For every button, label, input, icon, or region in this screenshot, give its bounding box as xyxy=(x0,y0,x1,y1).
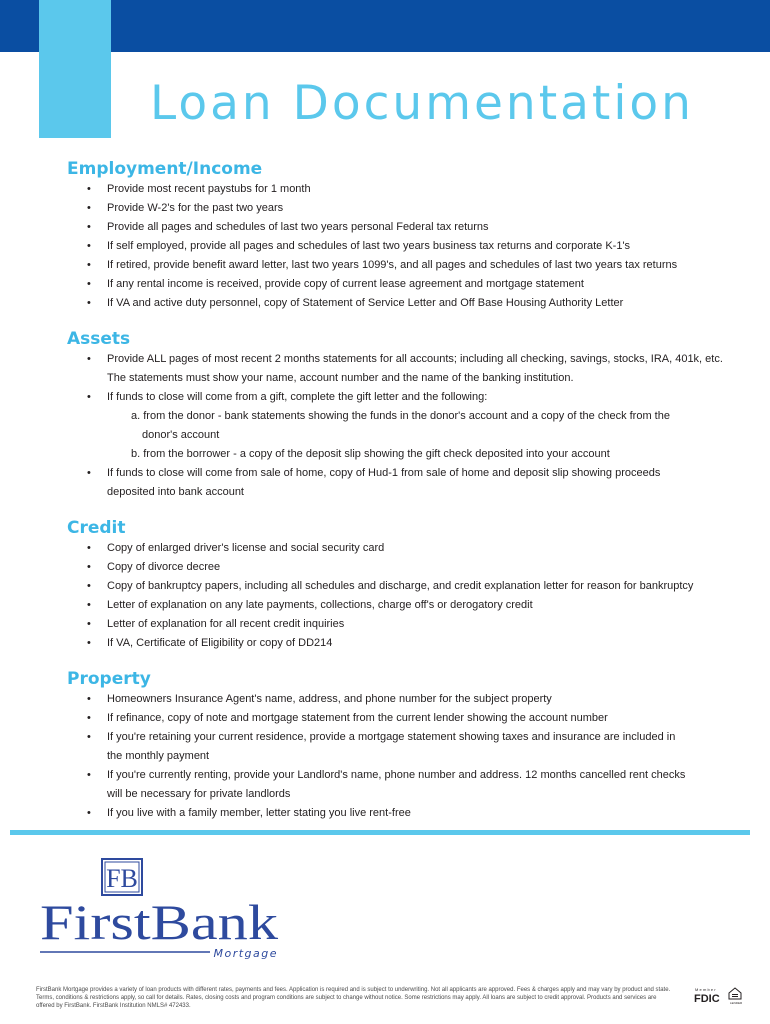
disclaimer xyxy=(36,986,691,1010)
section-title-credit: Credit xyxy=(67,518,126,538)
list-item: • Provide all pages and schedules of last two years personal Federal tax returns xyxy=(67,218,747,237)
list-item-line: deposited into bank account xyxy=(107,486,244,498)
list-item: • If refinance, copy of note and mortgage statement from the current lender showing the account number xyxy=(67,709,747,728)
disclaimer-line: offered by FirstBank. FirstBank Institution NMLS# 472433. xyxy=(36,1003,191,1009)
list-item: • If VA and active duty personnel, copy of Statement of Service Letter and Off Base Housing Authority Letter xyxy=(67,294,747,313)
list-item: • Provide most recent paystubs for 1 month xyxy=(67,180,747,199)
accent-block xyxy=(39,0,111,138)
list-item: • If any rental income is received, provide copy of current lease agreement and mortgage statement xyxy=(67,275,747,294)
fdic-label: FDIC xyxy=(694,993,720,1005)
sub-item-donor-cont: donor's account xyxy=(142,429,220,441)
logo-name: FirstBank xyxy=(40,894,278,950)
fdic-member-label: Member xyxy=(695,987,717,992)
list-item xyxy=(67,350,747,388)
assets-list xyxy=(67,350,747,407)
sub-item-borrower: b. from the borrower - a copy of the deposit slip showing the gift check deposited into your account xyxy=(131,448,610,460)
disclaimer-line: FirstBank Mortgage provides a variety of loan products with different rates, payments and fees. Application is required and is subject to underwriting. Not all applicants are approved. Fees & charges apply and may vary by product and state. xyxy=(36,987,671,993)
list-item xyxy=(67,766,747,804)
list-item-line: • Provide ALL pages of most recent 2 months statements for all accounts; including all checking, savings, stocks, IRA, 401k, etc. xyxy=(107,353,723,365)
footer-divider xyxy=(10,830,750,835)
list-item: • If VA, Certificate of Eligibility or copy of DD214 xyxy=(67,634,747,653)
page-title: Loan Documentation xyxy=(150,76,694,131)
list-item: • If retired, provide benefit award letter, last two years 1099's, and all pages and schedules of last two years tax returns xyxy=(67,256,747,275)
document-body xyxy=(67,158,747,838)
list-item-line: will be necessary for private landlords xyxy=(107,788,291,800)
property-list xyxy=(67,690,747,823)
list-item-line: • If you're currently renting, provide your Landlord's name, phone number and address. 12 months cancelled rent checks xyxy=(107,769,686,781)
firstbank-logo xyxy=(40,855,285,965)
top-header-bar xyxy=(0,0,770,52)
list-item: • Copy of divorce decree xyxy=(67,558,747,577)
list-item: • Letter of explanation on any late payments, collections, charge off's or derogatory credit xyxy=(67,596,747,615)
disclaimer-line: Terms, conditions & restrictions apply, so call for details. Rates, closing costs and program conditions are subject to change without notice. Some restrictions may apply. All loans are subject to credit approval. Products and services are xyxy=(36,995,657,1001)
list-item xyxy=(67,728,747,766)
list-item-line: • If you're retaining your current residence, provide a mortgage statement showing taxes and insurance are included in xyxy=(107,731,676,743)
list-item-line: • If funds to close will come from a gift, complete the gift letter and the following: xyxy=(107,391,488,403)
list-item xyxy=(67,464,747,502)
list-item xyxy=(67,388,747,407)
logo-tagline: Mortgage xyxy=(213,947,278,960)
credit-list xyxy=(67,539,747,653)
list-item: • Homeowners Insurance Agent's name, address, and phone number for the subject property xyxy=(67,690,747,709)
equal-housing-lender-icon xyxy=(729,988,741,999)
section-assets xyxy=(67,328,747,502)
list-item: • Letter of explanation for all recent credit inquiries xyxy=(67,615,747,634)
section-credit xyxy=(67,517,747,653)
assets-list-continued xyxy=(67,464,747,502)
section-title-assets: Assets xyxy=(67,329,131,349)
list-item: • Copy of bankruptcy papers, including all schedules and discharge, and credit explanation letter for reason for bankruptcy xyxy=(67,577,747,596)
list-item-line: The statements must show your name, account number and the name of the banking institution. xyxy=(107,372,574,384)
section-title-employment: Employment/Income xyxy=(67,159,263,179)
section-title-property: Property xyxy=(67,669,151,689)
list-item: • Copy of enlarged driver's license and social security card xyxy=(67,539,747,558)
list-item: • If you live with a family member, letter stating you live rent-free xyxy=(67,804,747,823)
logo-monogram: FB xyxy=(106,864,138,893)
section-employment xyxy=(67,158,747,313)
sub-item-donor: a. from the donor - bank statements showing the funds in the donor's account and a copy of the check from the xyxy=(131,410,670,422)
equal-housing-lender-label: LENDER xyxy=(730,1001,743,1005)
employment-list xyxy=(67,180,747,313)
list-item: • Provide W-2's for the past two years xyxy=(67,199,747,218)
list-item-line: the monthly payment xyxy=(107,750,210,762)
fdic-badge xyxy=(694,985,744,1005)
list-item-line: • If funds to close will come from sale of home, copy of Hud-1 from sale of home and deposit slip showing proceeds xyxy=(107,467,661,479)
list-item: • If self employed, provide all pages and schedules of last two years business tax returns and corporate K-1's xyxy=(67,237,747,256)
section-property xyxy=(67,668,747,823)
